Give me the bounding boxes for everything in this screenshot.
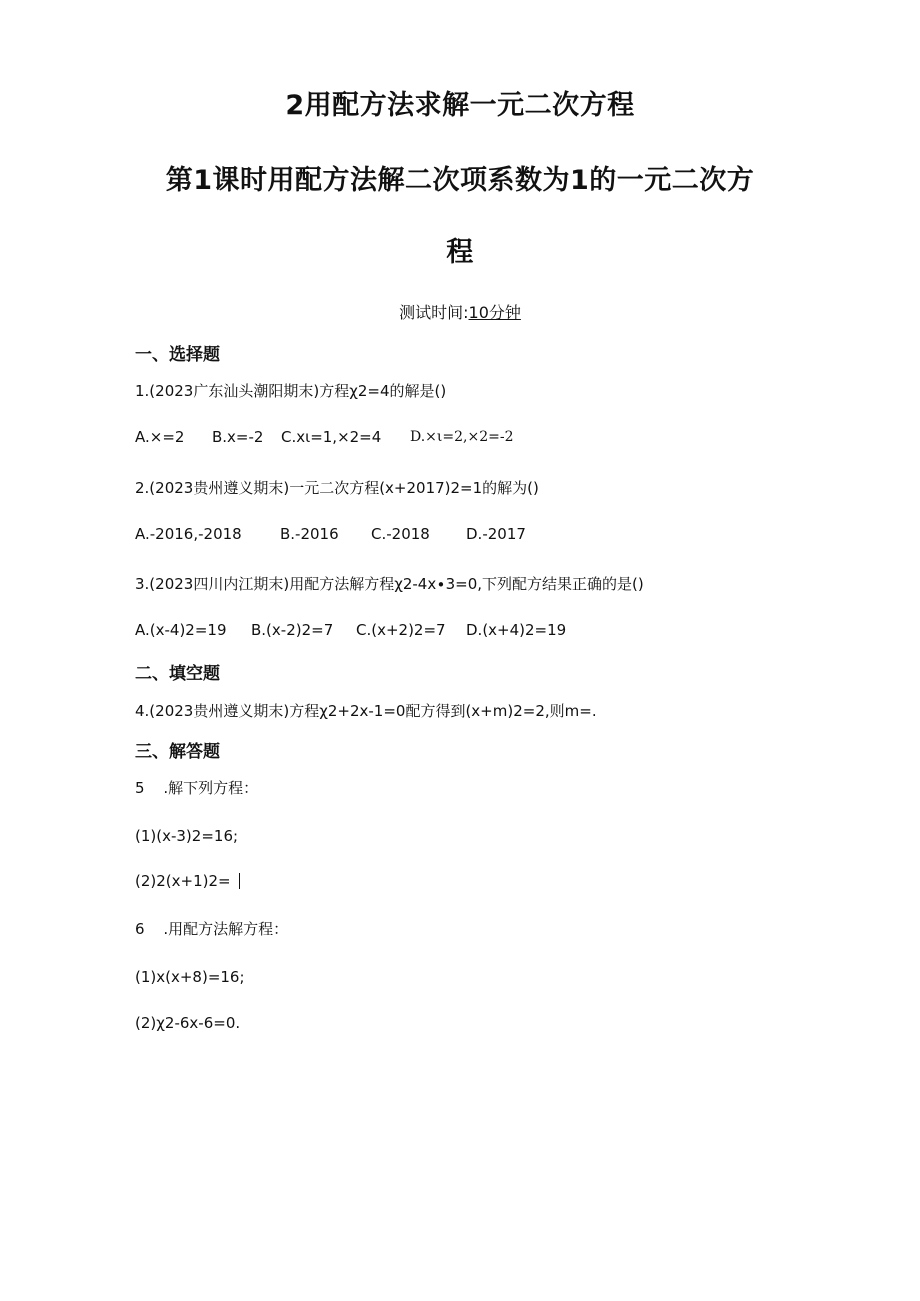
question-1-option-b: B.x=-2 <box>212 428 264 446</box>
section-heading-answer: 三、解答题 <box>135 742 220 762</box>
question-5-number: 5 <box>135 779 145 797</box>
question-3-option-b: B.(x-2)2=7 <box>251 621 334 639</box>
question-4-stem: 4.(2023贵州遵义期末)方程χ2+2x-1=0配方得到(x+m)2=2,则m=. <box>135 702 597 720</box>
question-2-option-b: B.-2016 <box>280 525 339 543</box>
question-6 <box>135 918 288 939</box>
question-6-number: 6 <box>135 920 145 938</box>
test-time-label: 测试时间: <box>399 303 469 322</box>
question-2-option-d: D.-2017 <box>466 525 526 543</box>
question-5-part-1: (1)(x-3)2=16; <box>135 827 239 845</box>
question-1-option-d: D.×ι=2,×2=-2 <box>410 429 514 445</box>
question-5-part-2-row <box>135 872 240 890</box>
section-heading-fill: 二、填空题 <box>135 664 220 684</box>
section-heading-choice: 一、选择题 <box>135 345 220 365</box>
question-6-stem: .用配方法解方程： <box>163 920 289 938</box>
question-3-option-c: C.(x+2)2=7 <box>356 621 446 639</box>
question-3-stem: 3.(2023四川内江期末)用配方法解方程χ2-4x∙3=0,下列配方结果正确的是() <box>135 575 644 593</box>
lesson-title-continued: 程 <box>446 237 474 268</box>
question-1-stem: 1.(2023广东汕头潮阳期末)方程χ2=4的解是() <box>135 382 447 400</box>
question-2-stem: 2.(2023贵州遵义期末)一元二次方程(x+2017)2=1的解为() <box>135 479 539 497</box>
test-time-value: 10分钟 <box>468 303 521 322</box>
question-5-stem: .解下列方程： <box>163 779 259 797</box>
question-1-option-a: A.×=2 <box>135 428 185 446</box>
test-time <box>0 300 920 323</box>
question-3-option-a: A.(x-4)2=19 <box>135 621 227 639</box>
page-title: 2用配方法求解一元二次方程 <box>285 90 635 121</box>
question-2-option-c: C.-2018 <box>371 525 430 543</box>
question-5 <box>135 777 258 798</box>
question-5-part-2: (2)2(x+1)2= <box>135 872 231 890</box>
text-cursor-mark <box>239 873 240 889</box>
question-6-part-2: (2)χ2-6x-6=0. <box>135 1014 241 1032</box>
question-6-part-1: (1)x(x+8)=16; <box>135 968 245 986</box>
question-1-option-c: C.xι=1,×2=4 <box>281 428 382 446</box>
question-3-option-d: D.(x+4)2=19 <box>466 621 567 639</box>
lesson-title: 第1课时用配方法解二次项系数为1的一元二次方 <box>165 165 755 196</box>
question-2-option-a: A.-2016,-2018 <box>135 525 242 543</box>
